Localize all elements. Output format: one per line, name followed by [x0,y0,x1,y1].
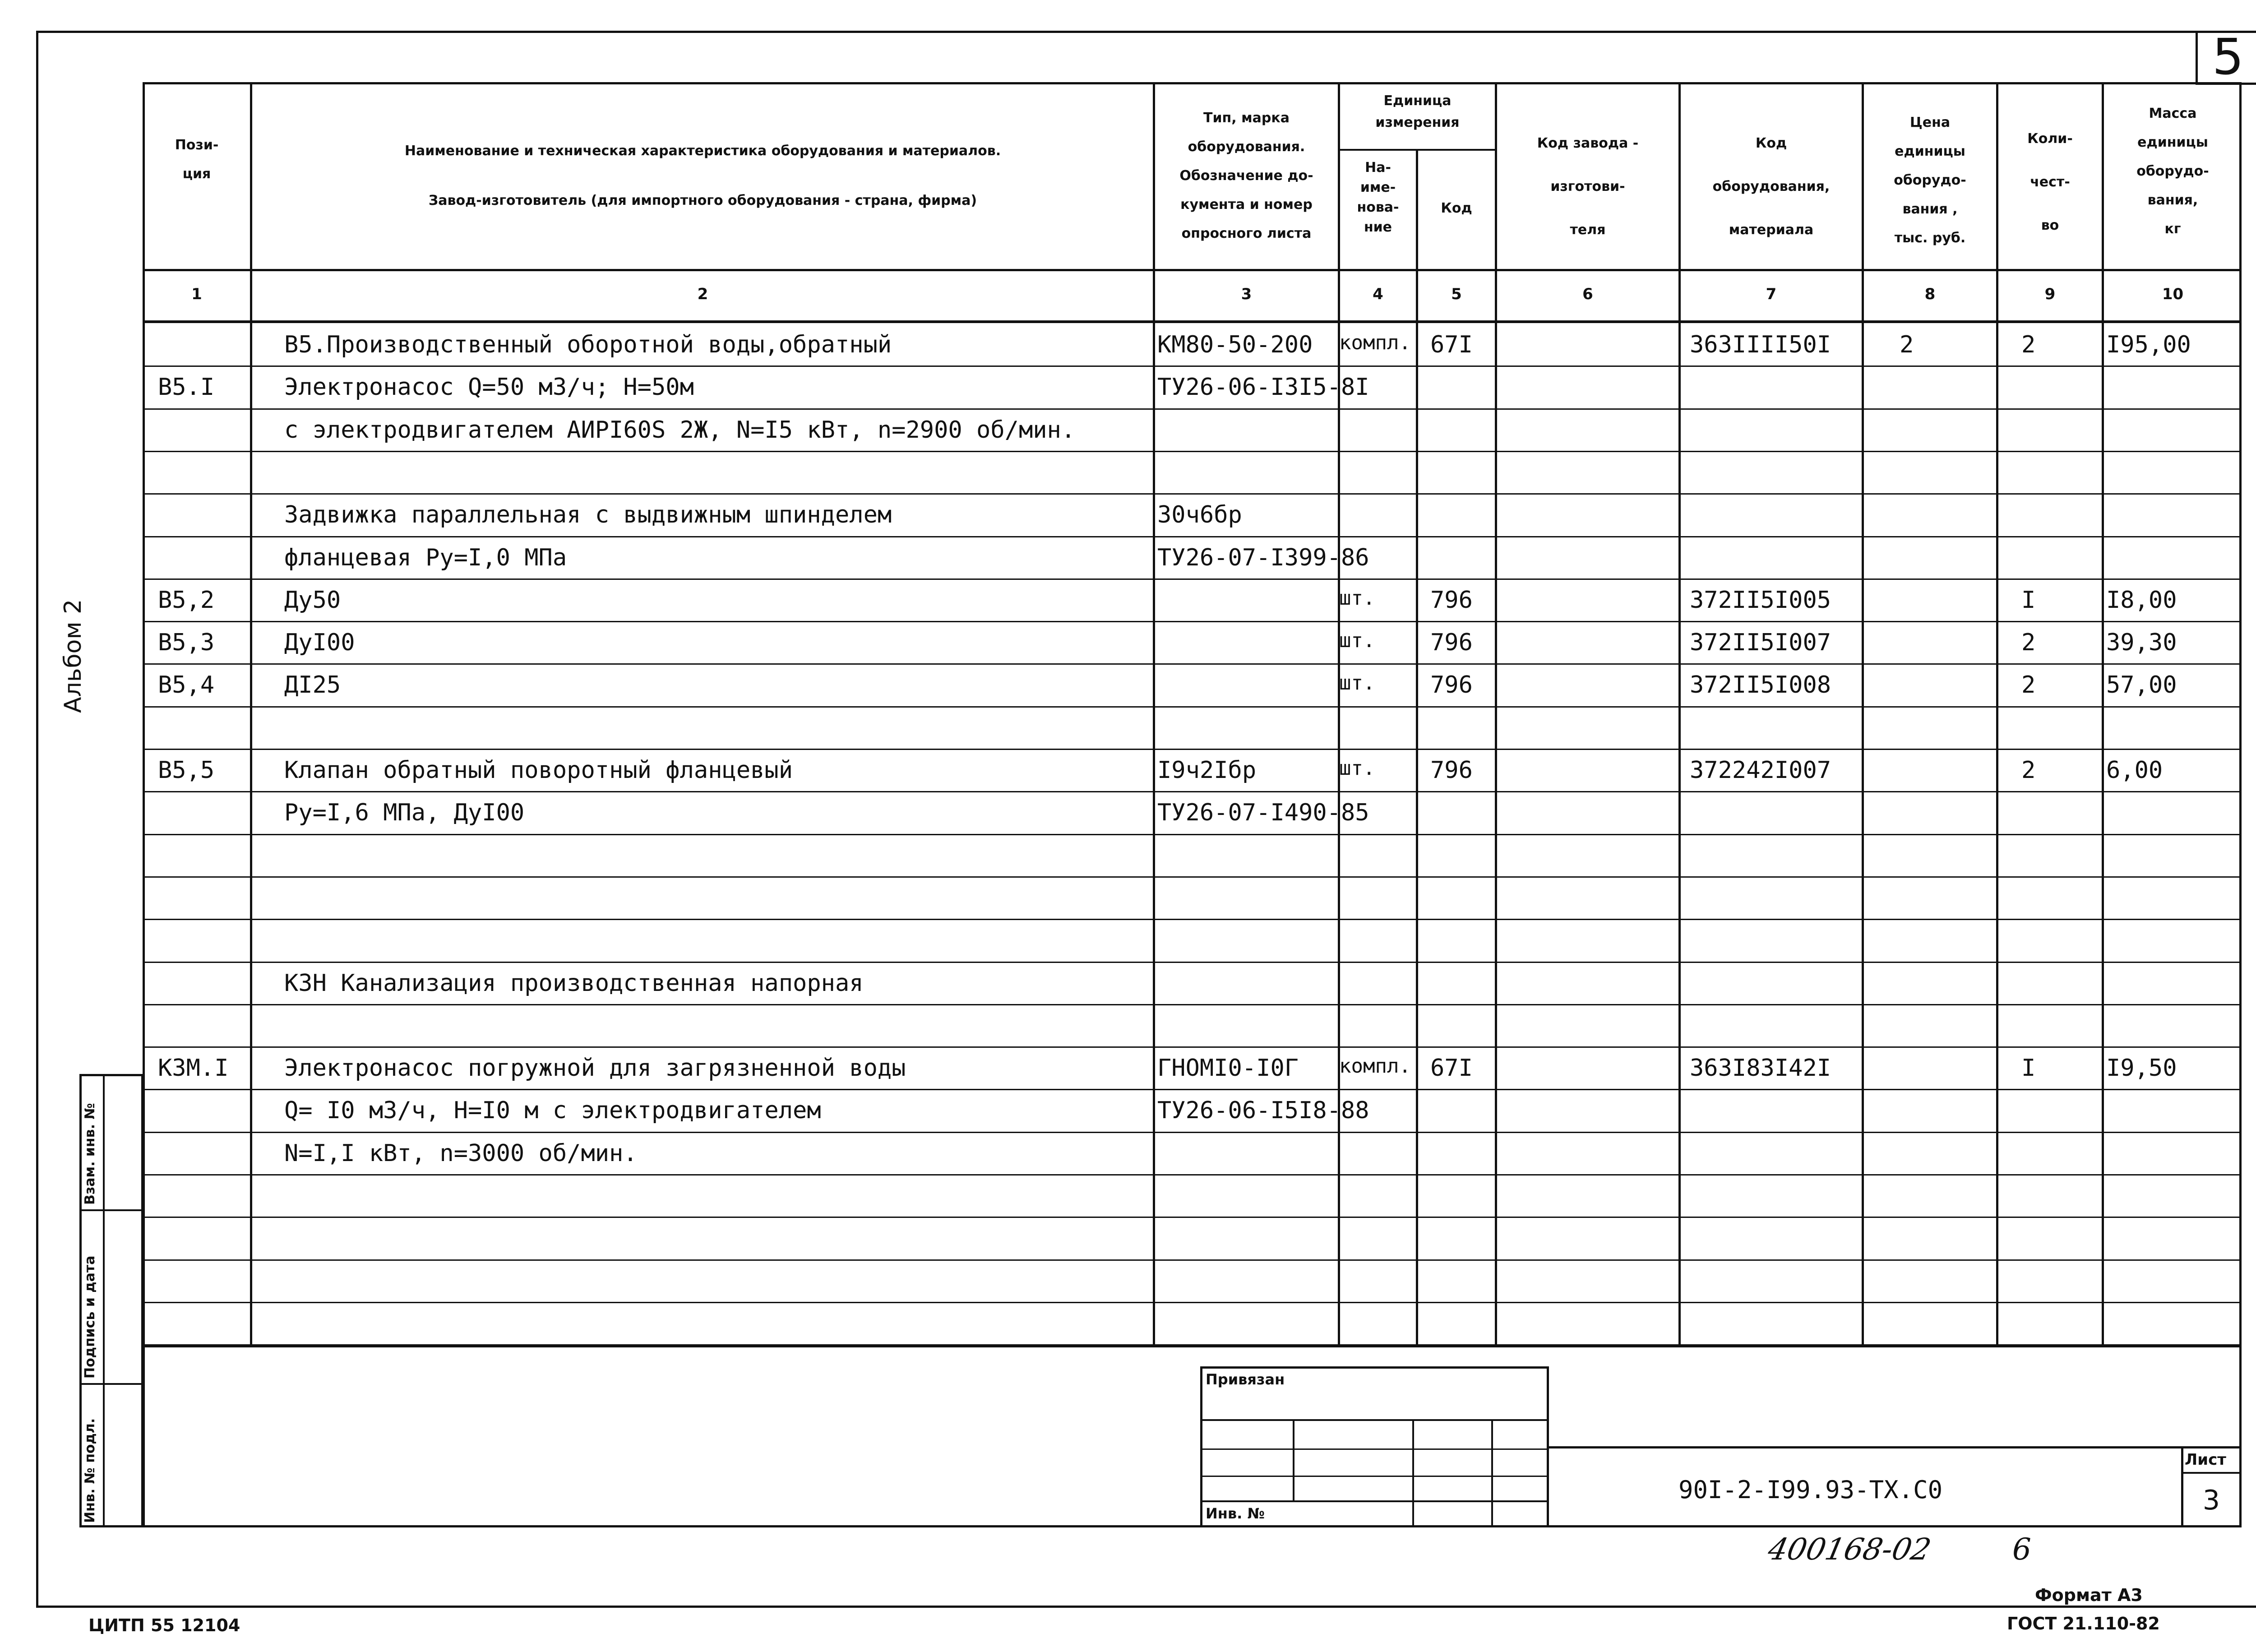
document-code: 90I-2-I99.93-ТХ.С0 [1678,1476,1943,1504]
cell-type: ТУ26-06-I3I5-8I [1157,374,1369,401]
cell-mass: I95,00 [2106,331,2191,358]
colnum-8: 8 [1924,285,1936,303]
side-stamp-inner [103,1074,105,1527]
cell-unit-code: 67I [1430,331,1473,358]
cell-type: ТУ26-06-I5I8-88 [1157,1097,1369,1124]
cell-name: Задвижка параллельная с выдвижным шпинделем [284,501,892,528]
col-line-1 [250,82,252,1347]
cell-position: В5,4 [158,671,215,699]
cell-name: Клапан обратный поворотный фланцевый [284,757,793,784]
row-divider [143,1174,2242,1175]
row-divider [143,1259,2242,1261]
header-unit-code: Код [1441,200,1472,216]
cell-mass: 6,00 [2106,757,2163,784]
cell-equipment-code: 363IIII50I [1690,331,1831,358]
cell-unit: шт. [1339,629,1375,652]
header-price: Цена единицы оборудо- вания , тыс. руб. [1894,115,1966,246]
cell-unit-code: 796 [1430,671,1473,699]
header-position: Пози- ция [175,137,219,182]
row-divider [143,493,2242,495]
cell-name: Ду50 [284,587,341,614]
side-stamp-sep-2 [79,1383,143,1385]
cell-equipment-code: 372II5I008 [1690,671,1831,699]
inv-no-label: Инв. № [1206,1505,1265,1522]
footer-gost: ГОСТ 21.110-82 [2007,1614,2160,1633]
side-stamp-vzam: Взам. инв. № [82,1103,98,1205]
col-line-4 [1416,149,1418,1347]
colnum-5: 5 [1451,285,1462,303]
cell-quantity: 2 [2021,757,2036,784]
col-line-8 [1996,82,1998,1347]
cell-position: В5,2 [158,587,215,614]
colnum-7: 7 [1766,285,1777,303]
header-unit: Единица измерения [1375,93,1460,130]
row-divider [143,919,2242,920]
cell-name: ДуI00 [284,629,355,656]
colnum-9: 9 [2044,285,2056,303]
row-divider [143,1302,2242,1303]
row-divider [143,578,2242,580]
cell-position: В5.I [158,374,215,401]
cell-name: Ру=I,6 МПа, ДуI00 [284,799,525,826]
row-divider [143,451,2242,452]
row-divider [143,1004,2242,1005]
row-divider [143,366,2242,367]
col-line-2 [1153,82,1155,1347]
col-line-5 [1495,82,1497,1347]
sheet-label: Лист [2185,1451,2226,1469]
cell-position: В5,5 [158,757,215,784]
row-divider [143,749,2242,750]
archive-page: 6 [2012,1532,2031,1567]
sheet-number: 3 [2202,1485,2220,1516]
privyazan-h3 [1200,1476,1549,1477]
privyazan-h4 [1200,1500,1549,1502]
cell-mass: 57,00 [2106,671,2177,699]
cell-quantity: 2 [2021,671,2036,699]
privyazan-h1 [1200,1419,1549,1421]
album-label: Альбом 2 [60,599,87,713]
col-line-9 [2102,82,2104,1347]
cell-unit-code: 796 [1430,587,1473,614]
cell-unit-code: 67I [1430,1055,1473,1082]
cell-name: В5.Производственный оборотной воды,обратный [284,331,892,358]
privyazan-box [1200,1366,1549,1527]
cell-quantity: 2 [2021,629,2036,656]
cell-unit-code: 796 [1430,629,1473,656]
privyazan-h2 [1200,1448,1549,1450]
side-stamp-podpis: Подпись и дата [82,1255,98,1379]
archive-number: 400168-02 [1765,1532,1934,1567]
row-divider [143,408,2242,410]
cell-unit: шт. [1339,671,1375,694]
cell-type: 30ч6бр [1157,501,1242,528]
cell-unit: компл. [1339,331,1411,354]
side-stamp-inv: Инв. № подл. [82,1418,98,1523]
row-divider [143,1046,2242,1048]
colnum-2: 2 [697,285,708,303]
cell-type: ТУ26-07-I399-86 [1157,544,1369,571]
row-divider [143,876,2242,878]
cell-name: ДI25 [284,671,341,699]
cell-equipment-code: 372II5I007 [1690,629,1831,656]
privyazan-label: Привязан [1206,1371,1285,1388]
cell-name: КЗН Канализация производственная напорная [284,970,864,997]
row-divider [143,962,2242,963]
row-divider [143,621,2242,622]
cell-position: В5,3 [158,629,215,656]
cell-equipment-code: 372II5I005 [1690,587,1831,614]
privyazan-v3 [1491,1419,1493,1527]
header-unit-divider [1338,149,1496,151]
colnum-bottom-line [143,320,2242,323]
cell-mass: 39,30 [2106,629,2177,656]
colnum-3: 3 [1241,285,1252,303]
header-bottom-line [143,269,2242,271]
col-line-7 [1862,82,1864,1347]
cell-name: фланцевая Py=I,0 МПа [284,544,567,571]
cell-equipment-code: 372242I007 [1690,757,1831,784]
row-divider [143,536,2242,537]
row-divider [143,834,2242,835]
row-divider [143,706,2242,708]
cell-type: КМ80-50-200 [1157,331,1313,358]
cell-mass: I8,00 [2106,587,2177,614]
cell-price: 2 [1900,331,1914,358]
cell-type: ТУ26-07-I490-85 [1157,799,1369,826]
col-line-6 [1678,82,1681,1347]
header-equipment-code: Код оборудования, материала [1712,135,1830,238]
cell-unit: шт. [1339,757,1375,780]
cell-name: Электронасос Q=50 м3/ч; Н=50м [284,374,694,401]
colnum-1: 1 [191,285,202,303]
header-plant-code: Код завода - изготови- теля [1537,135,1639,238]
row-divider [143,1217,2242,1218]
cell-type: I9ч2Iбр [1157,757,1257,784]
privyazan-v2 [1412,1419,1414,1527]
header-name: Наименование и техническая характеристика оборудования и материалов. Завод-изготовитель (для импортного оборудования - страна, фирма) [404,143,1001,208]
row-divider [143,1089,2242,1090]
cell-unit: шт. [1339,587,1375,610]
colnum-10: 10 [2162,285,2184,303]
cell-name: Q= I0 м3/ч, Н=I0 м с электродвигателем [284,1097,821,1124]
cell-name: Электронасос погружной для загрязненной воды [284,1055,906,1082]
sheet-box-divider [2181,1472,2242,1474]
cell-name: N=I,I кВт, n=3000 об/мин. [284,1140,638,1167]
cell-unit: компл. [1339,1055,1411,1078]
colnum-4: 4 [1373,285,1383,303]
header-mass: Масса единицы оборудо- вания, кг [2136,106,2209,237]
cell-mass: I9,50 [2106,1055,2177,1082]
colnum-6: 6 [1582,285,1593,303]
cell-unit-code: 796 [1430,757,1473,784]
cell-name: с электродвигателем АИРI60S 2Ж, N=I5 кВт, n=2900 об/мин. [284,416,1076,444]
privyazan-v1 [1293,1419,1294,1500]
cell-quantity: I [2021,1055,2036,1082]
cell-quantity: 2 [2021,331,2036,358]
page-number: 5 [2212,28,2244,86]
row-divider [143,663,2242,665]
row-divider [143,791,2242,792]
header-unit-name: На- име- нова- ние [1357,160,1399,235]
cell-position: КЗМ.I [158,1055,229,1082]
header-type: Тип, марка оборудования. Обозначение до- кумента и номер опросного листа [1179,110,1313,241]
cell-quantity: I [2021,587,2036,614]
cell-type: ГНОМI0-I0Г [1157,1055,1299,1082]
row-divider [143,1132,2242,1133]
header-quantity: Коли- чест- во [2027,131,2073,233]
col-line-3 [1338,82,1340,1347]
footer-citp: ЦИТП 55 12104 [88,1615,240,1635]
side-stamp-sep-1 [79,1209,143,1211]
cell-equipment-code: 363I83I42I [1690,1055,1831,1082]
footer-format: Формат А3 [2035,1585,2143,1605]
